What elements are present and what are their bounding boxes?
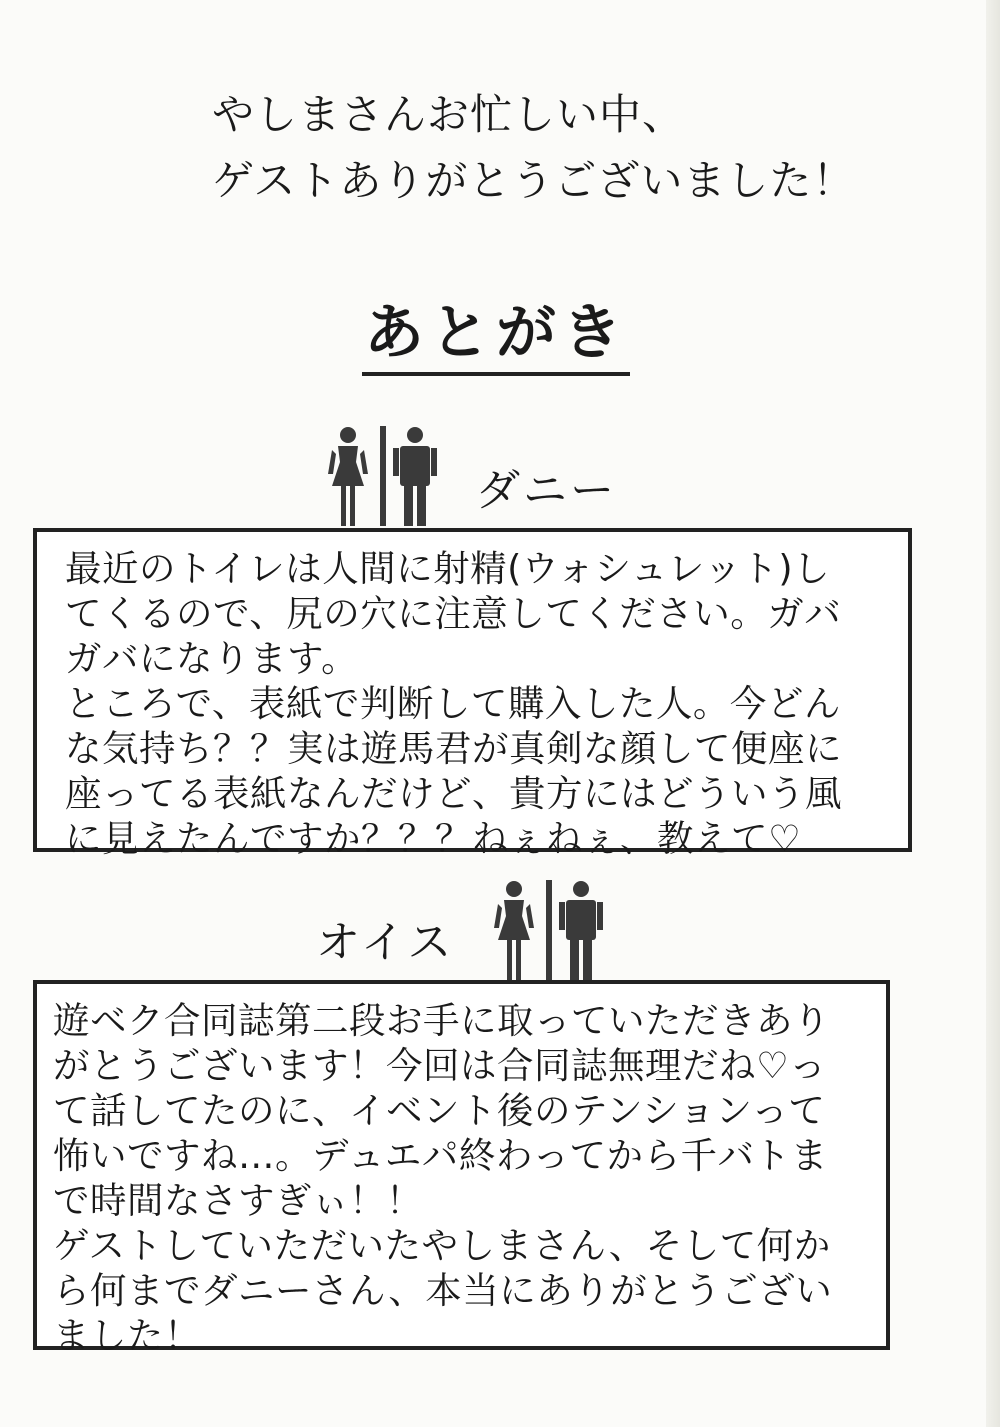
afterword-line: ガバになります。 [65, 637, 359, 680]
afterword-box-ois [33, 980, 890, 1357]
afterword-line: に見えたんですか？？？ねぇねぇ、教えて♡ [65, 817, 802, 860]
author-name-ois: オイス [316, 917, 455, 968]
afterword-line: てくるので、尻の穴に注意してください。ガバ [65, 592, 842, 635]
afterword-line: ところで、表紙で判断して購入した人。今どん [65, 682, 841, 725]
restroom-icon [492, 880, 604, 980]
author-name-danny: ダニー [476, 465, 617, 516]
afterword-line: ました！ [53, 1314, 201, 1357]
afterword-line: て話してたのに、イベント後のテンションって [53, 1089, 826, 1132]
page-title: あとがき [362, 298, 630, 376]
guest-thanks-line: やしまさんお忙しい中、 [212, 90, 686, 139]
afterword-line: 怖いですね…。デュエパ終わってから千バトま [53, 1134, 828, 1177]
guest-thanks-message [212, 82, 855, 214]
afterword-line: な気持ち？？実は遊馬君が真剣な顔して便座に [65, 727, 842, 770]
afterword-line: 遊ベク合同誌第二段お手に取っていただきあり [53, 999, 830, 1042]
restroom-icon [326, 426, 438, 526]
page-edge-shadow [986, 0, 1000, 1427]
afterword-line: で時間なさすぎぃ！！ [53, 1179, 423, 1222]
afterword-line: 最近のトイレは人間に射精(ウォシュレット)し [65, 547, 831, 590]
afterword-box-danny [33, 528, 912, 860]
afterword-line: ゲストしていただいたやしまさん、そして何か [53, 1224, 831, 1267]
afterword-line: ら何までダニーさん、本当にありがとうござい [53, 1269, 833, 1312]
afterword-line: 座ってる表紙なんだけど、貴方にはどういう風 [65, 772, 842, 815]
afterword-line: がとうございます！今回は合同誌無理だね♡っ [53, 1044, 827, 1087]
guest-thanks-line: ゲストありがとうございました！ [212, 156, 856, 205]
